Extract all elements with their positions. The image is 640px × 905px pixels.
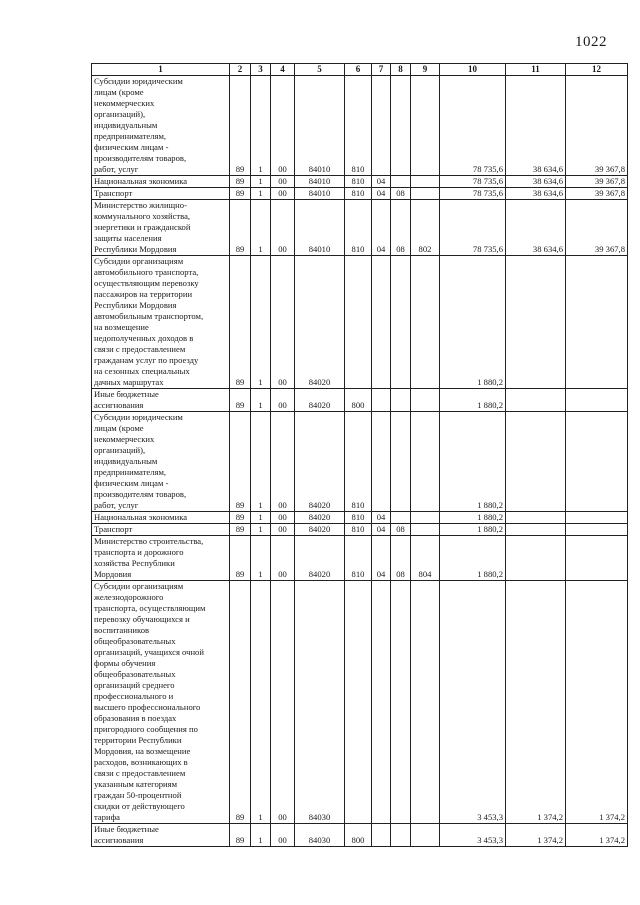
section-cell: 04 — [372, 536, 391, 581]
column-header: 3 — [251, 64, 271, 76]
table-row — [92, 581, 628, 824]
subsection-cell — [391, 76, 411, 176]
amount-cell: 78 735,6 — [440, 176, 506, 188]
subsection-cell — [391, 412, 411, 512]
row-name-cell: Министерство строительства, транспорта и дорожного хозяйства Республики Мордовия — [92, 536, 230, 581]
amount-cell: 78 735,6 — [440, 200, 506, 256]
section-code-cell: 89 — [230, 512, 251, 524]
row-name-cell: Иные бюджетные ассигнования — [92, 824, 230, 847]
section-cell: 04 — [372, 524, 391, 536]
code-part-cell: 1 — [251, 176, 271, 188]
column-header: 11 — [506, 64, 566, 76]
expense-type-cell: 810 — [345, 188, 372, 200]
amount-cell: 3 453,3 — [440, 581, 506, 824]
table-row — [92, 512, 628, 524]
section-code-cell: 89 — [230, 389, 251, 412]
table-row — [92, 188, 628, 200]
code-part-cell: 1 — [251, 76, 271, 176]
expense-type-cell: 810 — [345, 536, 372, 581]
code-part-cell: 1 — [251, 188, 271, 200]
section-code-cell: 89 — [230, 176, 251, 188]
subsection-cell — [391, 512, 411, 524]
expense-type-cell: 810 — [345, 512, 372, 524]
code-part-cell: 84020 — [295, 256, 345, 389]
amount-cell: 1 880,2 — [440, 412, 506, 512]
section-code-cell: 89 — [230, 188, 251, 200]
section-cell — [372, 389, 391, 412]
ministry-code-cell — [411, 76, 440, 176]
code-part-cell: 00 — [271, 536, 295, 581]
row-name-cell: Субсидии юридическим лицам (кроме некоммерческих организаций), индивидуальным предпринимателям, физическим лицам - производителям товаров, работ, услуг — [92, 76, 230, 176]
code-part-cell: 1 — [251, 824, 271, 847]
table-row — [92, 200, 628, 256]
section-cell: 04 — [372, 512, 391, 524]
code-part-cell: 84010 — [295, 188, 345, 200]
expense-type-cell: 800 — [345, 389, 372, 412]
code-part-cell: 1 — [251, 512, 271, 524]
code-part-cell: 84030 — [295, 581, 345, 824]
row-name-cell: Транспорт — [92, 188, 230, 200]
column-header: 4 — [271, 64, 295, 76]
row-name-cell: Национальная экономика — [92, 512, 230, 524]
section-code-cell: 89 — [230, 412, 251, 512]
amount-cell: 1 374,2 — [506, 581, 566, 824]
amount-cell: 38 634,6 — [506, 188, 566, 200]
amount-cell — [506, 256, 566, 389]
code-part-cell: 1 — [251, 412, 271, 512]
amount-cell: 38 634,6 — [506, 76, 566, 176]
section-code-cell: 89 — [230, 76, 251, 176]
code-part-cell: 00 — [271, 256, 295, 389]
code-part-cell: 00 — [271, 389, 295, 412]
section-code-cell: 89 — [230, 824, 251, 847]
table-row — [92, 524, 628, 536]
amount-cell — [566, 512, 628, 524]
code-part-cell: 00 — [271, 581, 295, 824]
page-number: 1022 — [575, 34, 607, 50]
section-cell — [372, 76, 391, 176]
amount-cell: 78 735,6 — [440, 76, 506, 176]
code-part-cell: 00 — [271, 176, 295, 188]
table-row — [92, 389, 628, 412]
table-row — [92, 536, 628, 581]
ministry-code-cell — [411, 188, 440, 200]
code-part-cell: 84020 — [295, 512, 345, 524]
table-row — [92, 176, 628, 188]
subsection-cell — [391, 389, 411, 412]
section-cell — [372, 824, 391, 847]
amount-cell — [566, 524, 628, 536]
code-part-cell: 84010 — [295, 200, 345, 256]
section-code-cell: 89 — [230, 524, 251, 536]
column-header: 7 — [372, 64, 391, 76]
amount-cell: 39 367,8 — [566, 176, 628, 188]
amount-cell: 1 880,2 — [440, 536, 506, 581]
code-part-cell: 00 — [271, 76, 295, 176]
column-header: 2 — [230, 64, 251, 76]
table-row — [92, 76, 628, 176]
subsection-cell: 08 — [391, 536, 411, 581]
subsection-cell — [391, 824, 411, 847]
row-name-cell: Национальная экономика — [92, 176, 230, 188]
amount-cell: 1 880,2 — [440, 389, 506, 412]
ministry-code-cell — [411, 524, 440, 536]
ministry-code-cell — [411, 824, 440, 847]
code-part-cell: 1 — [251, 200, 271, 256]
code-part-cell: 84010 — [295, 176, 345, 188]
column-header: 6 — [345, 64, 372, 76]
ministry-code-cell — [411, 176, 440, 188]
subsection-cell: 08 — [391, 524, 411, 536]
row-name-cell: Иные бюджетные ассигнования — [92, 389, 230, 412]
row-name-cell: Субсидии организациям автомобильного транспорта, осуществляющим перевозку пассажиров на территории Республики Мордовия автомобильным транспортом, на возмещение недополученных доходов в связи с предоставлением гражданам услуг по проезду на сезонных специальных дачных маршрутах — [92, 256, 230, 389]
code-part-cell: 00 — [271, 824, 295, 847]
amount-cell — [506, 524, 566, 536]
table-row — [92, 824, 628, 847]
code-part-cell: 84020 — [295, 412, 345, 512]
amount-cell: 39 367,8 — [566, 200, 628, 256]
section-code-cell: 89 — [230, 536, 251, 581]
code-part-cell: 1 — [251, 389, 271, 412]
subsection-cell: 08 — [391, 200, 411, 256]
code-part-cell: 1 — [251, 581, 271, 824]
amount-cell: 1 374,2 — [566, 824, 628, 847]
amount-cell: 3 453,3 — [440, 824, 506, 847]
code-part-cell: 1 — [251, 256, 271, 389]
code-part-cell: 00 — [271, 524, 295, 536]
column-header: 10 — [440, 64, 506, 76]
ministry-code-cell — [411, 389, 440, 412]
column-header: 1 — [92, 64, 230, 76]
amount-cell — [566, 389, 628, 412]
subsection-cell — [391, 176, 411, 188]
amount-cell: 1 374,2 — [506, 824, 566, 847]
amount-cell — [506, 389, 566, 412]
subsection-cell: 08 — [391, 188, 411, 200]
amount-cell — [506, 512, 566, 524]
section-cell — [372, 581, 391, 824]
expense-type-cell — [345, 256, 372, 389]
table-row — [92, 412, 628, 512]
amount-cell: 1 374,2 — [566, 581, 628, 824]
code-part-cell: 84020 — [295, 524, 345, 536]
section-cell — [372, 412, 391, 512]
amount-cell: 39 367,8 — [566, 188, 628, 200]
expense-type-cell: 810 — [345, 524, 372, 536]
amount-cell: 1 880,2 — [440, 524, 506, 536]
column-header: 8 — [391, 64, 411, 76]
row-name-cell: Субсидии организациям железнодорожного транспорта, осуществляющим перевозку обучающихся и воспитанников общеобразовательных организаций, учащихся очной формы обучения общеобразовательных организаций среднего профессионального и высшего профессионального образования в поездах пригородного сообщения по территории Республики Мордовия, на возмещение расходов, возникающих в связи с предоставлением указанным категориям граждан 50-процентной скидки от действующего тарифа — [92, 581, 230, 824]
column-header: 12 — [566, 64, 628, 76]
code-part-cell: 84020 — [295, 536, 345, 581]
expense-type-cell — [345, 581, 372, 824]
amount-cell — [506, 536, 566, 581]
expense-type-cell: 810 — [345, 176, 372, 188]
subsection-cell — [391, 581, 411, 824]
code-part-cell: 84020 — [295, 389, 345, 412]
section-code-cell: 89 — [230, 256, 251, 389]
code-part-cell: 1 — [251, 536, 271, 581]
row-name-cell: Субсидии юридическим лицам (кроме некоммерческих организаций), индивидуальным предпринимателям, физическим лицам - производителям товаров, работ, услуг — [92, 412, 230, 512]
expense-type-cell: 810 — [345, 76, 372, 176]
ministry-code-cell — [411, 512, 440, 524]
budget-table — [91, 63, 628, 847]
amount-cell: 1 880,2 — [440, 256, 506, 389]
section-code-cell: 89 — [230, 581, 251, 824]
section-cell — [372, 256, 391, 389]
amount-cell — [566, 412, 628, 512]
code-part-cell: 1 — [251, 524, 271, 536]
section-cell: 04 — [372, 188, 391, 200]
code-part-cell: 00 — [271, 512, 295, 524]
column-header: 9 — [411, 64, 440, 76]
ministry-code-cell — [411, 581, 440, 824]
section-code-cell: 89 — [230, 200, 251, 256]
section-cell: 04 — [372, 176, 391, 188]
amount-cell — [566, 536, 628, 581]
amount-cell — [506, 412, 566, 512]
amount-cell: 78 735,6 — [440, 188, 506, 200]
expense-type-cell: 800 — [345, 824, 372, 847]
code-part-cell: 00 — [271, 200, 295, 256]
amount-cell — [566, 256, 628, 389]
ministry-code-cell — [411, 256, 440, 389]
table-header-row — [92, 64, 628, 76]
row-name-cell: Транспорт — [92, 524, 230, 536]
amount-cell: 38 634,6 — [506, 176, 566, 188]
code-part-cell: 00 — [271, 412, 295, 512]
amount-cell: 1 880,2 — [440, 512, 506, 524]
table-row — [92, 256, 628, 389]
code-part-cell: 84010 — [295, 76, 345, 176]
ministry-code-cell — [411, 412, 440, 512]
code-part-cell: 00 — [271, 188, 295, 200]
code-part-cell: 84030 — [295, 824, 345, 847]
amount-cell: 39 367,8 — [566, 76, 628, 176]
row-name-cell: Министерство жилищно- коммунального хозяйства, энергетики и гражданской защиты населения Республики Мордовия — [92, 200, 230, 256]
amount-cell: 38 634,6 — [506, 200, 566, 256]
expense-type-cell: 810 — [345, 412, 372, 512]
expense-type-cell: 810 — [345, 200, 372, 256]
ministry-code-cell: 802 — [411, 200, 440, 256]
ministry-code-cell: 804 — [411, 536, 440, 581]
subsection-cell — [391, 256, 411, 389]
section-cell: 04 — [372, 200, 391, 256]
column-header: 5 — [295, 64, 345, 76]
